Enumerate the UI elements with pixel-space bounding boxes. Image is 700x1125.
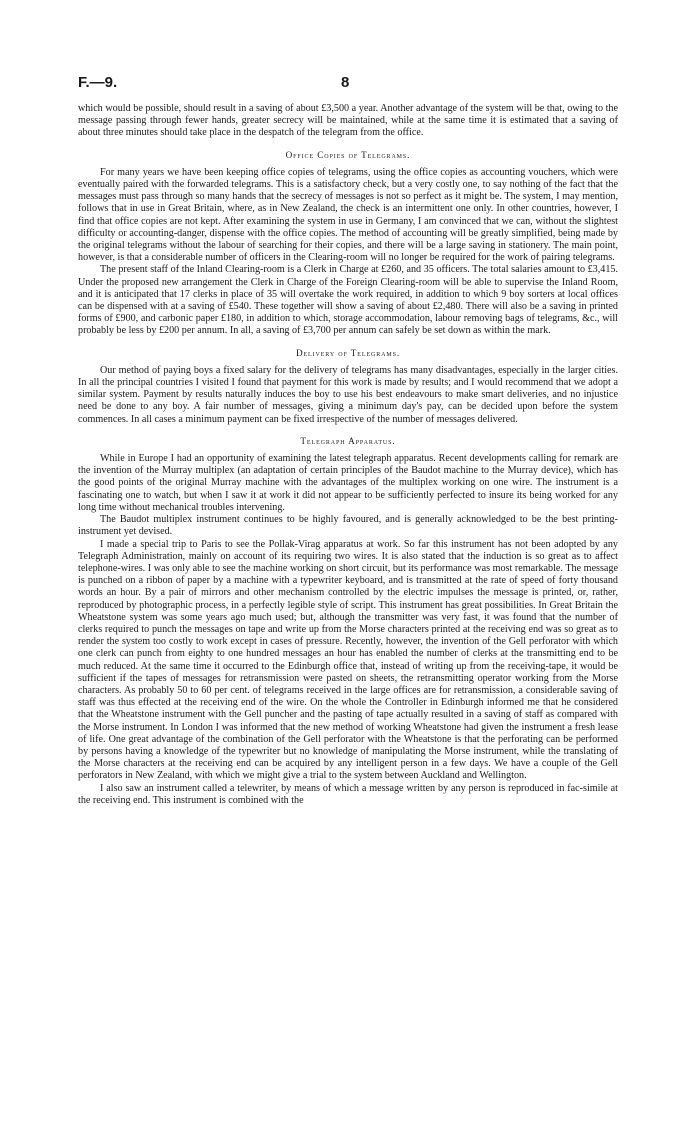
paragraph: I also saw an instrument called a telewriter, by means of which a message written by any person is reproduced in fac-simile at the receiving end. This instrument is combined with the xyxy=(78,782,618,806)
paragraph: While in Europe I had an opportunity of examining the latest telegraph apparatus. Recent developments calling for remark are the invention of the Murray multiplex (an adaptation of certain principles of the Baudot machine to the Murray device), which has the good points of the original Murray machine with the advantages of the multiplex working on one wire. The instrument is a fascinating one to watch, but when I saw it at work it did not appear to be sufficiently perfected to insure its being worked for any long time without mechanical troubles intervening. xyxy=(78,453,618,513)
section-heading-delivery: Delivery of Telegrams. xyxy=(295,347,401,358)
section-heading-office-copies: Office Copies of Telegrams. xyxy=(285,149,411,160)
series-reference: F.—9. xyxy=(78,74,118,91)
paragraph: The Baudot multiplex instrument continues to be highly favoured, and is generally acknowledged to be the best printing-instrument yet devised. xyxy=(78,514,618,538)
paragraph: For many years we have been keeping office copies of telegrams, using the office copies as accounting vouchers, which were eventually paired with the forwarded telegrams. This is a satisfactory check, but a very costly one, to say nothing of the fact that the messages must pass through so many hands that the secrecy of messages is not so perfect as it might be. The system, I may mention, follows that in use in Great Britain, where, as in New Zealand, the check is an intermittent one only. In other countries, however, I find that office copies are not kept. After examining the system in use in Germany, I am convinced that we can, without the slightest difficulty or accounting-danger, dispense with the office copies. The method of accounting will be greatly simplified, being made by the original telegrams without the labour of searching for their copies, and there will be a large saving in stationery. The main point, however, is that a considerable number of officers in the Clearing-room will no longer be required for the work of pairing telegrams. xyxy=(78,166,618,264)
section-heading-telegraph-apparatus: Telegraph Apparatus. xyxy=(300,435,396,446)
intro-paragraph: which would be possible, should result in a saving of about £3,500 a year. Another advantage of the system will be that, owing to the message passing through fewer hands, greater secrecy will be maintained, while at the same time it is estimated that a saving of about three minutes should take place in the despatch of the telegram from the office. xyxy=(78,103,618,139)
paragraph: I made a special trip to Paris to see the Pollak-Virag apparatus at work. So far this instrument has not been adopted by any Telegraph Administration, mainly on account of its requiring two wires. It is also stated that the induction is so great as to affect telephone-wires. I was only able to see the machine working on short circuit, but its performance was most remarkable. The message is punched on a ribbon of paper by a machine with a typewriter keyboard, and is transmitted at the rate of speed of forty thousand words an hour. By a pair of mirrors and other mechanism controlled by the electric impulses the message is printed, or, rather, reproduced by photographic process, in a perfectly legible style of script. This instrument has great possibilities. In Great Britain the Wheatstone system was some years ago much used; but, although the transmitter was very fast, it was found that the number of clerks required to punch the messages on tape and write up from the Morse characters printed at the receiving end was so great as to render the system too costly to work except in cases of pressure. Recently, however, the invention of the Gell perforator with which one clerk can punch from eighty to one hundred messages an hour has enabled the number of clerks at the transmitting end to be much reduced. At the same time it occurred to the Edinburgh office that, instead of writing up from the receiving-tape, it would be sufficient if the tapes of messages for retransmission were pasted on sheets, the retransmitting operator working from the Morse characters. As probably 50 to 60 per cent. of telegrams received in the large offices are for retransmission, a considerable saving of staff was thus effected at the receiving end of the wire. On the whole the Controller in Edinburgh informed me that he considered that the Wheatstone instrument with the Gell puncher and the pasting of tape actually resulted in a saving of staff as compared with the Morse instrument. In London I was informed that the new method of working Wheatstone had given the instrument a fresh lease of life. One great advantage of the combination of the Gell perforator with the Wheatstone is that the perforating can be performed by persons having a knowledge of the typewriter but no knowledge of manipulating the Morse instrument, while the translating of the Morse characters at the receiving end can be acquired by any intelligent person in a few days. We have a couple of the Gell perforators in New Zealand, with which we might give a trial to the system between Auckland and Wellington. xyxy=(78,538,618,782)
page-body xyxy=(78,103,618,807)
page-number: 8 xyxy=(341,74,350,91)
paragraph: The present staff of the Inland Clearing-room is a Clerk in Charge at £260, and 35 officers. The total salaries amount to £3,415. Under the proposed new arrangement the Clerk in Charge of the Foreign Clearing-room will be able to supervise the Inland Room, and it is anticipated that 17 clerks in place of 35 will overtake the work required, in addition to which 9 boy sorters at local offices can be dispensed with at a saving of £540. These together will show a saving of about £2,480. There will also be a saving in printed forms of £900, and carbonic paper £180, in addition to which, storage accommodation, labour removing bags of telegrams, &c., will probably be less by £200 per annum. In all, a saving of £3,700 per annum can safely be set down as within the mark. xyxy=(78,264,618,337)
paragraph: Our method of paying boys a fixed salary for the delivery of telegrams has many disadvantages, especially in the larger cities. In all the principal countries I visited I found that payment for this work is made by results; and I would recommend that we adopt a similar system. Payment by results naturally induces the boy to use his best endeavours to make smart deliveries, and no injustice need be done to any boy. A fair number of messages, giving a minimum day's pay, can be decided upon before the system commences. In all cases a minimum payment can be fixed irrespective of the number of messages delivered. xyxy=(78,364,618,425)
